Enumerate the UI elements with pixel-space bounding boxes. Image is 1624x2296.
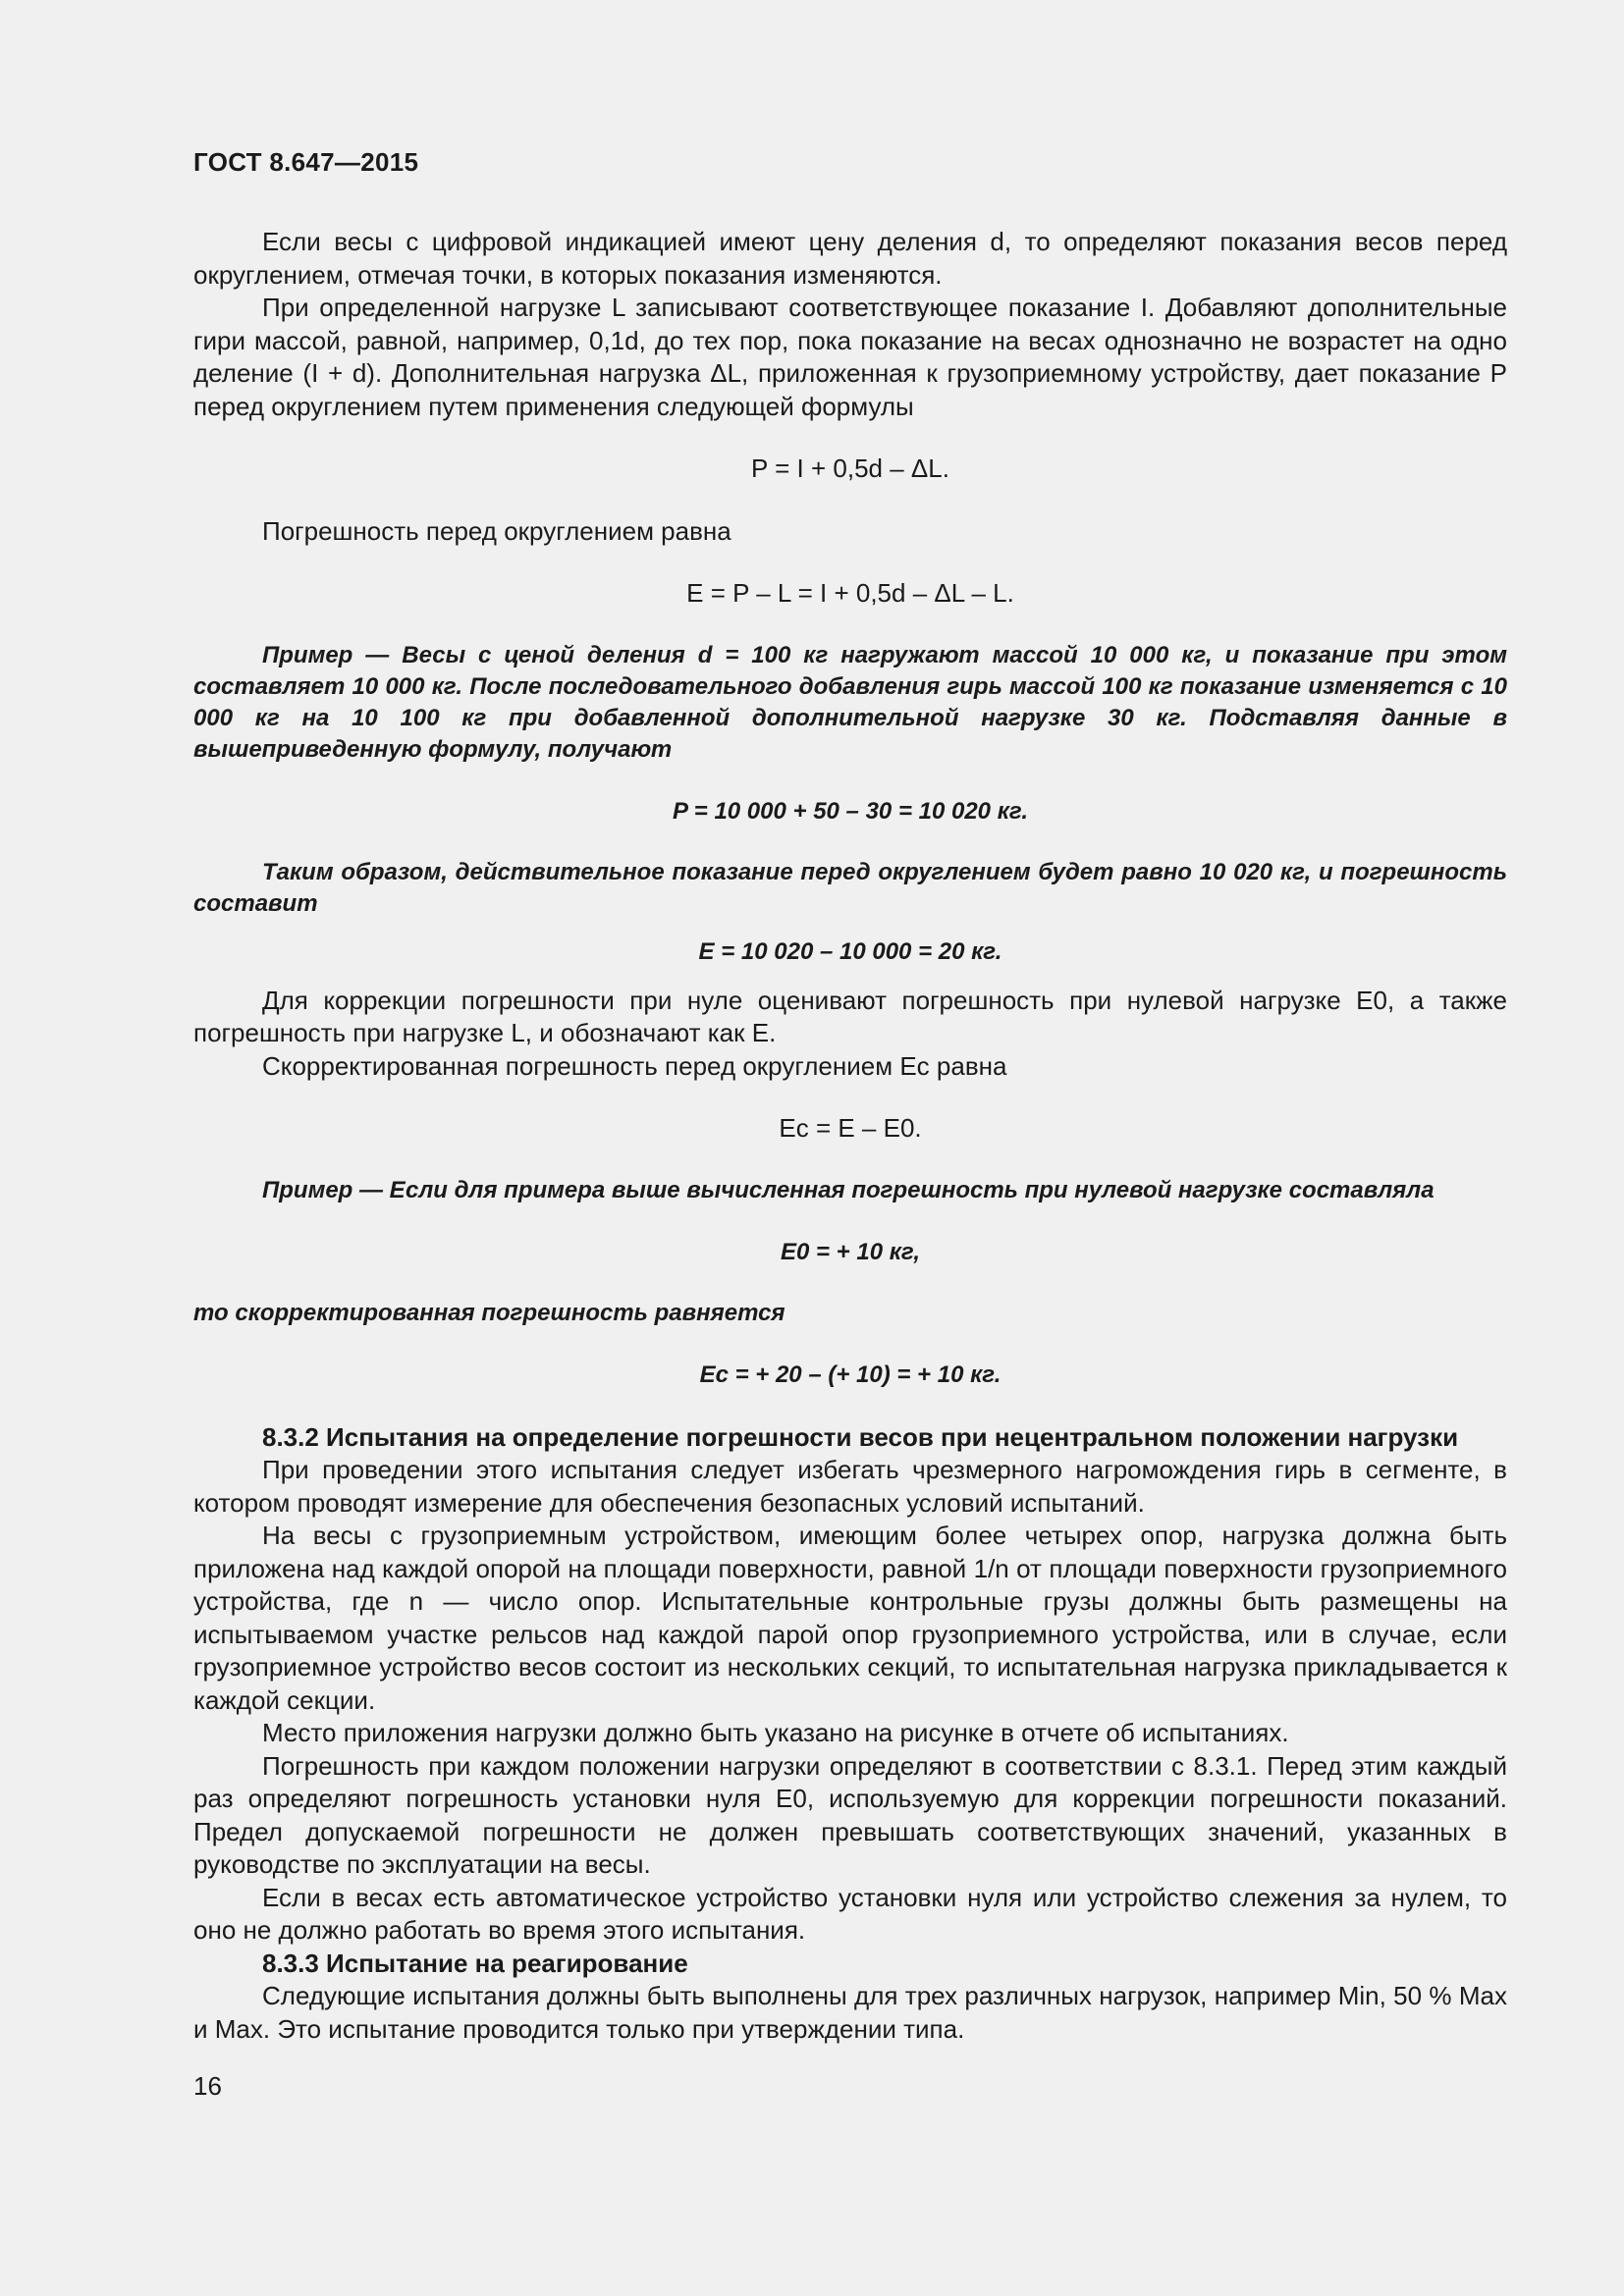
formula: E = P – L = I + 0,5d – ΔL – L.	[686, 578, 1014, 608]
paragraph: Для коррекции погрешности при нуле оценивают погрешность при нулевой нагрузке E0, а также погрешность при нагрузке L, и обозначают как E.	[193, 985, 1507, 1047]
paragraph: Если весы с цифровой индикацией имеют цену деления d, то определяют показания весов перед округлением, отмечая точки, в которых показания изменяются.	[193, 227, 1507, 290]
example-text: Пример — Весы с ценой деления d = 100 кг нагружают массой 10 000 кг, и показание при этом составляет 10 000 кг. После последовательного добавления гирь массой 100 кг показание изменяется с 10 000 кг на 10 100 кг при добавленной дополнительной нагрузке 30 кг. Подставляя данные в вышеприведенную формулу, получают	[193, 641, 1507, 763]
formula: Ec = + 20 – (+ 10) = + 10 кг.	[699, 1362, 1001, 1388]
formula: P = 10 000 + 50 – 30 = 10 020 кг.	[672, 797, 1029, 825]
document-header: ГОСТ 8.647—2015	[193, 147, 419, 177]
document-body	[193, 226, 1507, 2046]
paragraph: Погрешность при каждом положении нагрузки определяют в соответствии с 8.3.1. Перед этим каждый раз определяют погрешность установки нуля E0, используемую для коррекции погрешности показаний. Предел допускаемой погрешности не должен превышать соответствующих значений, указанных в руководстве по эксплуатации на весы.	[193, 1750, 1507, 1879]
section-title: 8.3.2 Испытания на определение погрешности весов при нецентральном положении нагрузки	[262, 1421, 1459, 1452]
formula: Ec = E – E0.	[779, 1113, 922, 1143]
page-number: 16	[193, 2071, 222, 2101]
paragraph: Место приложения нагрузки должно быть указано на рисунке в отчете об испытаниях.	[262, 1718, 1289, 1747]
paragraph: Скорректированная погрешность перед округлением Ec равна	[262, 1050, 1007, 1081]
formula: E = 10 020 – 10 000 = 20 кг.	[698, 938, 1002, 965]
paragraph: Если в весах есть автоматическое устройство установки нуля или устройство слежения за нулем, то оно не должно работать во время этого испытания.	[193, 1882, 1507, 1945]
example-text: Пример — Если для примера выше вычисленная погрешность при нулевой нагрузке составляла	[262, 1176, 1435, 1203]
paragraph: Следующие испытания должны быть выполнены для трех различных нагрузок, например Min, 50 % Max и Max. Это испытание проводится только при утверждении типа.	[193, 1981, 1507, 2044]
paragraph: На весы с грузоприемным устройством, имеющим более четырех опор, нагрузка должна быть приложена над каждой опорой на площади поверхности, равной 1/n от площади поверхности грузоприемного устройства, где n — число опор. Испытательные контрольные грузы должны быть размещены на испытываемом участке рельсов над каждой парой опор грузоприемного устройства, или в случае, если грузоприемное устройство весов состоит из нескольких секций, то испытательная нагрузка прикладывается к каждой секции.	[193, 1521, 1507, 1715]
paragraph: Погрешность перед округлением равна	[262, 515, 731, 546]
formula: E0 = + 10 кг,	[780, 1238, 921, 1265]
paragraph: При проведении этого испытания следует избегать чрезмерного нагромождения гирь в сегменте, в котором проводят измерение для обеспечения безопасных условий испытаний.	[193, 1455, 1507, 1518]
example-text: Таким образом, действительное показание перед округлением будет равно 10 020 кг, и погрешность составит	[193, 859, 1507, 917]
example-text: то скорректированная погрешность равняется	[193, 1300, 785, 1326]
formula: P = I + 0,5d – ΔL.	[751, 454, 949, 483]
section-title: 8.3.3 Испытание на реагирование	[262, 1948, 688, 1978]
paragraph: При определенной нагрузке L записывают соответствующее показание I. Добавляют дополнительные гири массой, равной, например, 0,1d, до тех пор, пока показание на весах однозначно не возрастет на одно деление (I + d). Дополнительная нагрузка ΔL, приложенная к грузоприемному устройству, дает показание P перед округлением путем применения следующей формулы	[193, 293, 1507, 421]
